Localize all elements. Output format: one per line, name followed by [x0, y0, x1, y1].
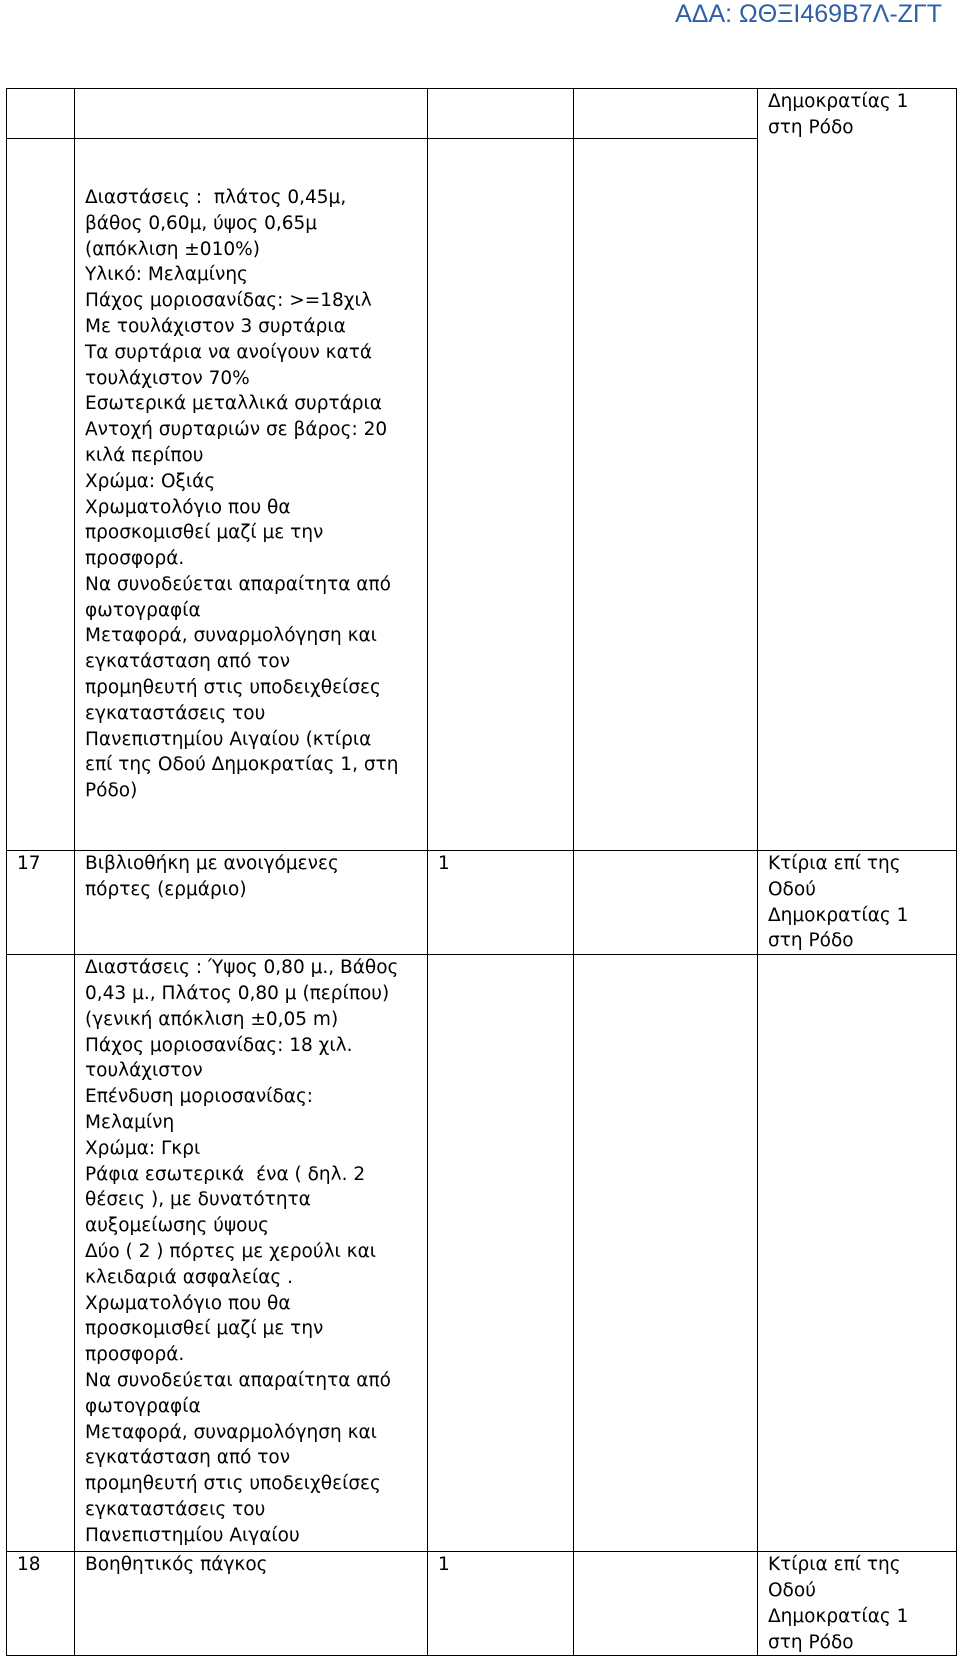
- cell-qty: [428, 1552, 574, 1656]
- cell-empty: [574, 89, 758, 139]
- location-text: Κτίρια επί της Οδού Δημοκρατίας 1 στη Ρόδο: [768, 1554, 909, 1653]
- ada-code: ΑΔΑ: ΩΘΞΙ469Β7Λ-ΖΓΤ: [675, 0, 942, 28]
- row-number: 18: [17, 1554, 41, 1576]
- location-text: Κτίρια επί της Οδού Δημοκρατίας 1 στη Ρόδο: [768, 853, 909, 952]
- cell-empty: [574, 139, 758, 851]
- cell-empty: [574, 1552, 758, 1656]
- cell-no: [7, 1552, 75, 1656]
- quantity: 1: [438, 853, 450, 874]
- table-row-17-spec: [7, 955, 957, 1552]
- location-text: Δημοκρατίας 1 στη Ρόδο: [768, 91, 909, 138]
- cell-location: [758, 89, 957, 851]
- spec-text: Διαστάσεις : πλάτος 0,45μ, βάθος 0,60μ, ύψος 0,65μ (απόκλιση ±010%) Υλικό: Μελαμίνης Πάχος μοριοσανίδας: >=18χιλ Με τουλάχιστον 3 συρτάρια Τα συρτάρια να ανοίγουν κατά τουλάχιστον 70% Εσωτερικά μεταλλικά συρτάρια Αντοχή συρταριών σε βάρος: 20 κιλά περίπου Χρώμα: Οξιάς Χρωματολόγιο που θα προσκομισθεί μαζί με την προσφορά. Να συνοδεύεται απαραίτητα από φωτογραφία Μεταφορά, συναρμολόγηση και εγκατάσταση από τον προμηθευτή στις υποδειχθείσες εγκαταστάσεις του Πανεπιστημίου Αιγαίου (κτίρια επί της Οδού Δημοκρατίας 1, στη Ρόδο): [85, 186, 399, 802]
- cell-qty: [428, 955, 574, 1552]
- procurement-table: [6, 88, 957, 1656]
- item-name: Βιβλιοθήκη με ανοιγόμενες πόρτες (ερμάριο): [85, 853, 339, 900]
- cell-item: [75, 89, 428, 139]
- cell-item: [75, 851, 428, 955]
- cell-no: [7, 139, 75, 851]
- cell-no: [7, 851, 75, 955]
- cell-spec: [75, 139, 428, 851]
- table-row-18: [7, 1552, 957, 1656]
- cell-location: [758, 1552, 957, 1656]
- cell-item: [75, 1552, 428, 1656]
- table-row-17: [7, 851, 957, 955]
- cell-empty: [574, 955, 758, 1552]
- cell-location: [758, 851, 957, 955]
- cell-spec: [75, 955, 428, 1552]
- cell-empty: [574, 851, 758, 955]
- item-name: Βοηθητικός πάγκος: [85, 1554, 268, 1576]
- cell-empty: [758, 955, 957, 1552]
- spec-text: Διαστάσεις : Ύψος 0,80 μ., Βάθος 0,43 μ., Πλάτος 0,80 μ (περίπου) (γενική απόκλιση ±0,05 m) Πάχος μοριοσανίδας: 18 χιλ. τουλάχιστον Επένδυση μοριοσανίδας: Μελαμίνη Χρώμα: Γκρι Ράφια εσωτερικά ένα ( δηλ. 2 θέσεις ), με δυνατότητα αυξομείωσης ύψους Δύο ( 2 ) πόρτες με χερούλι και κλειδαριά ασφαλείας . Χρωματολόγιο που θα προσκομισθεί μαζί με την προσφορά. Να συνοδεύεται απαραίτητα από φωτογραφία Μεταφορά, συναρμολόγηση και εγκατάσταση από τον προμηθευτή στις υποδειχθείσες εγκαταστάσεις του Πανεπιστημίου Αιγαίου: [85, 957, 399, 1546]
- table-row-continuation: [7, 89, 957, 139]
- quantity: 1: [438, 1554, 450, 1576]
- cell-qty: [428, 851, 574, 955]
- cell-qty: [428, 139, 574, 851]
- cell-qty: [428, 89, 574, 139]
- cell-no: [7, 89, 75, 139]
- cell-no: [7, 955, 75, 1552]
- row-number: 17: [17, 853, 41, 874]
